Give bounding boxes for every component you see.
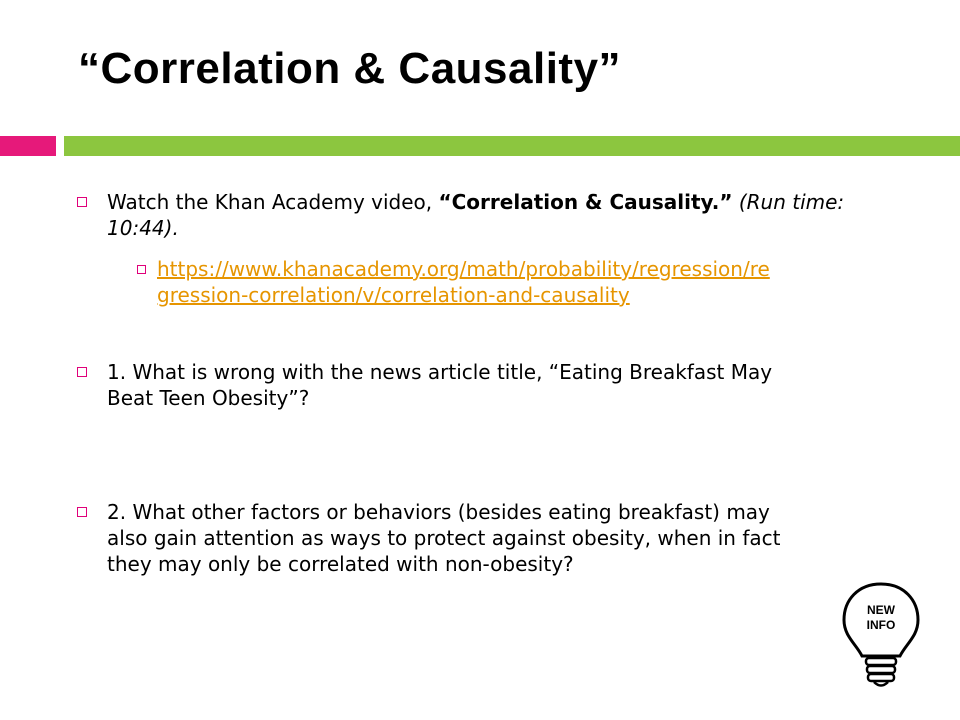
bullet-1-video-title: “Correlation & Causality.” (438, 190, 733, 214)
bullet-1-prefix: Watch the Khan Academy video, (107, 190, 439, 214)
slide-title: “Correlation & Causality” (78, 44, 622, 93)
bullet-square-icon (77, 507, 87, 517)
question-2-line-2: also gain attention as ways to protect against obesity, when in fact (107, 526, 781, 550)
question-1-line-2: Beat Teen Obesity”? (107, 386, 310, 410)
bullet-square-icon (77, 197, 87, 207)
khan-academy-link[interactable] (157, 256, 770, 308)
question-2-line-1: 2. What other factors or behaviors (besides eating breakfast) may (107, 500, 770, 524)
accent-bar-green (64, 136, 960, 156)
lightbulb-icon (836, 580, 926, 690)
badge-line-1: NEW (867, 603, 895, 617)
link-line-2: gression-correlation/v/correlation-and-causality (157, 283, 630, 307)
sub-bullet-square-icon (137, 265, 146, 274)
link-line-1: https://www.khanacademy.org/math/probability/regression/re (157, 257, 770, 281)
badge-line-2: INFO (866, 618, 896, 632)
question-2-line-3: they may only be correlated with non-obesity? (107, 552, 574, 576)
accent-bar-pink (0, 136, 56, 156)
bullet-1-text (107, 189, 907, 241)
question-1-text (107, 359, 907, 411)
question-1-line-1: 1. What is wrong with the news article title, “Eating Breakfast May (107, 360, 773, 384)
question-2-text (107, 499, 907, 577)
bullet-square-icon (77, 367, 87, 377)
bullet-1-runtime: (Run time: 10:44). (107, 190, 845, 240)
